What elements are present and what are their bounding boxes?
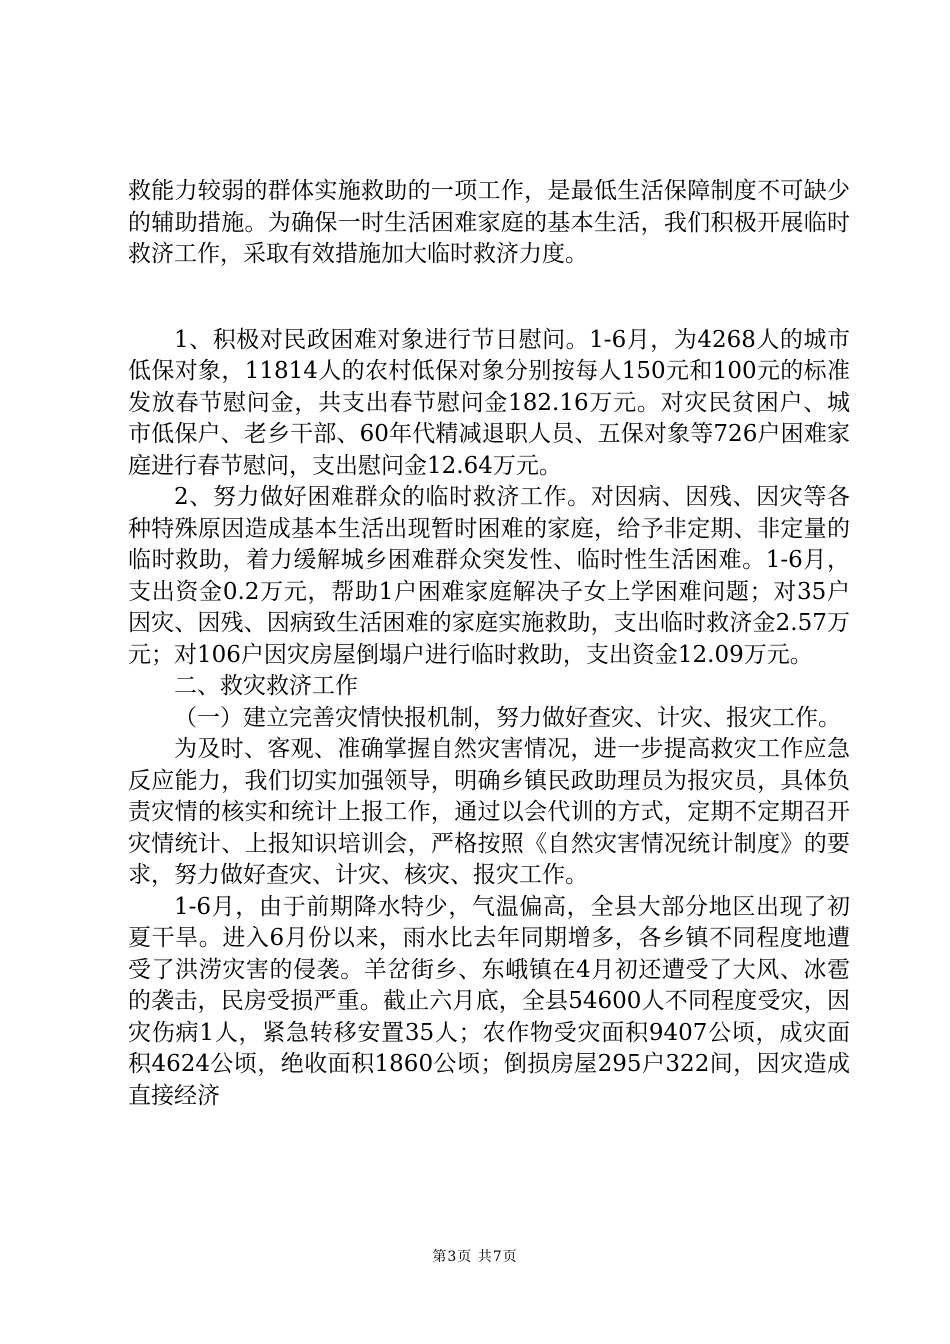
paragraph-gap: [128, 271, 850, 325]
subsection-heading-reporting: （一）建立完善灾情快报机制，努力做好查灾、计灾、报灾工作。: [174, 704, 841, 731]
paragraph-holiday-visits: 1、积极对民政困难对象进行节日慰问。1-6月，为4268人的城市低保对象，11814人的农村低保对象分别按每人150元和100元的标准发放春节慰问金，共支出春节慰问金182.16万元。对灾民贫困户、城市低保户、老乡干部、60年代精减退职人员、五保对象等726户困难家庭进行春节慰问，支出慰问金12.64万元。: [128, 326, 850, 479]
paragraph-disaster-summary: 1-6月，由于前期降水特少，气温偏高，全县大部分地区出现了初夏干旱。进入6月份以来，雨水比去年同期增多，各乡镇不同程度地遭受了洪涝灾害的侵袭。羊岔街乡、东峨镇在4月初还遭受了大风、冰雹的袭击，民房受损严重。截止六月底，全县54600人不同程度受灾，因灾伤病1人，紧急转移安置35人；农作物受灾面积9407公顷，成灾面积4624公顷，绝收面积1860公顷；倒损房屋295户322间，因灾造成直接经济: [128, 893, 850, 1109]
document-body: [128, 176, 850, 1112]
page-number-footer: 第3页 共7页: [432, 1249, 518, 1265]
paragraph-temporary-relief: 2、努力做好困难群众的临时救济工作。对因病、因残、因灾等各种特殊原因造成基本生活出现暂时困难的家庭，给予非定期、非定量的临时救助，着力缓解城乡困难群众突发性、临时性生活困难。1-6月，支出资金0.2万元，帮助1户困难家庭解决子女上学困难问题；对35户因灾、因残、因病致生活困难的家庭实施救助，支出临时救济金2.57万元；对106户因灾房屋倒塌户进行临时救助，支出资金12.09万元。: [128, 484, 850, 668]
paragraph-reporting-mechanism: 为及时、客观、准确掌握自然灾害情况，进一步提高救灾工作应急反应能力，我们切实加强领导，明确乡镇民政助理员为报灾员，具体负责灾情的核实和统计上报工作，通过以会代训的方式，定期不定期召开灾情统计、上报知识培训会，严格按照《自然灾害情况统计制度》的要求，努力做好查灾、计灾、核灾、报灾工作。: [128, 736, 850, 888]
paragraph-intro: 救能力较弱的群体实施救助的一项工作，是最低生活保障制度不可缺少的辅助措施。为确保一时生活困难家庭的基本生活，我们积极开展临时救济工作，采取有效措施加大临时救济力度。: [128, 178, 850, 267]
section-heading-disaster-relief: 二、救灾救济工作: [174, 673, 358, 699]
